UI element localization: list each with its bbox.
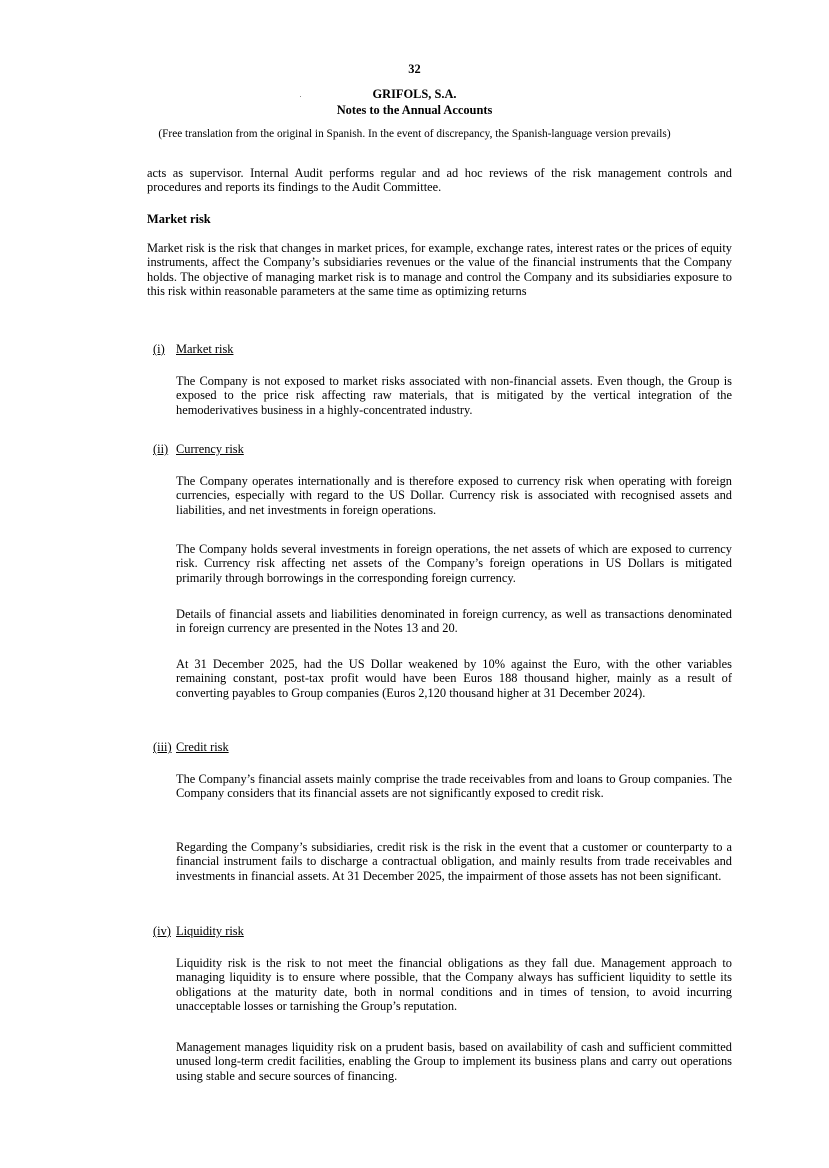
translation-note: (Free translation from the original in Spanish. In the event of discrepancy, the Spanish-language version prevails) — [158, 128, 671, 140]
intro-paragraph — [147, 166, 732, 195]
section-ii-paragraph-2 — [176, 542, 732, 585]
paragraph-text: The Company holds several investments in foreign operations, the net assets of which are exposed to currency risk. Currency risk affecting net assets of the Company’s foreign operations in US Dollars is mitigated primarily through borrowings in the corresponding foreign currency. — [176, 542, 732, 585]
notes-title: Notes to the Annual Accounts — [336, 103, 493, 117]
section-heading-i — [153, 342, 233, 356]
paragraph-text: At 31 December 2025, had the US Dollar weakened by 10% against the Euro, with the other variables remaining constant, post-tax profit would have been Euros 188 thousand higher, mainly as a result of converting payables to Group companies (Euros 2,120 thousand higher at 31 December 2024). — [176, 657, 732, 700]
section-ii-paragraph-1 — [176, 474, 732, 517]
section-ii-paragraph-3 — [176, 607, 732, 636]
paragraph-text: Liquidity risk is the risk to not meet the financial obligations as they fall due. Management approach to managing liquidity is to ensure where possible, that the Company always has sufficient liquidity to settle its obligations at the maturity date, both in normal conditions and in times of tension, to avoid incurring unacceptable losses or tarnishing the Group’s reputation. — [176, 956, 732, 1014]
section-heading-iii — [153, 740, 229, 754]
section-title: Credit risk — [176, 740, 229, 754]
section-number: (iv) — [153, 924, 171, 938]
section-heading-ii — [153, 442, 244, 456]
paragraph-text: The Company’s financial assets mainly comprise the trade receivables from and loans to Group companies. The Company considers that its financial assets are not significantly exposed to credit risk. — [176, 772, 732, 801]
paragraph-text: Regarding the Company’s subsidiaries, credit risk is the risk in the event that a customer or counterparty to a financial instrument fails to discharge a contractual obligation, and mainly results from trade receivables and investments in financial assets. At 31 December 2025, the impairment of those assets has not been significant. — [176, 840, 732, 883]
page-number: 32 — [408, 62, 421, 76]
section-title: Liquidity risk — [176, 924, 244, 938]
paragraph-text: Details of financial assets and liabilities denominated in foreign currency, as well as transactions denominated in foreign currency are presented in the Notes 13 and 20. — [176, 607, 732, 636]
section-title: Currency risk — [176, 442, 244, 456]
section-number: (iii) — [153, 740, 172, 754]
paragraph-text: Management manages liquidity risk on a prudent basis, based on availability of cash and sufficient committed unused long-term credit facilities, enabling the Group to implement its business plans and carry out operations using stable and secure sources of financing. — [176, 1040, 732, 1083]
section-number: (i) — [153, 342, 165, 356]
section-iv-paragraph-1 — [176, 956, 732, 1014]
company-name: GRIFOLS, S.A. — [372, 87, 457, 101]
section-ii-paragraph-4 — [176, 657, 732, 700]
section-iii-paragraph-1 — [176, 772, 732, 801]
market-risk-text: Market risk is the risk that changes in market prices, for example, exchange rates, interest rates or the prices of equity instruments, affect the Company’s subsidiaries revenues or the value of the financial instruments that the Company holds. The objective of managing market risk is to manage and control the Company and its subsidiaries exposure to this risk within reasonable parameters at the same time as optimizing returns — [147, 241, 732, 299]
intro-text: acts as supervisor. Internal Audit performs regular and ad hoc reviews of the risk management controls and procedures and reports its findings to the Audit Committee. — [147, 166, 732, 195]
section-i-paragraph-1 — [176, 374, 732, 417]
section-iv-paragraph-2 — [176, 1040, 732, 1083]
section-number: (ii) — [153, 442, 169, 456]
market-risk-heading: Market risk — [147, 212, 211, 226]
paragraph-text: The Company operates internationally and is therefore exposed to currency risk when operating with foreign currencies, especially with regard to the US Dollar. Currency risk is associated with recognised assets and liabilities, and net investments in foreign operations. — [176, 474, 732, 517]
section-title: Market risk — [176, 342, 234, 356]
stray-dot — [300, 96, 301, 97]
market-risk-body — [147, 241, 732, 299]
section-heading-iv — [153, 924, 244, 938]
section-iii-paragraph-2 — [176, 840, 732, 883]
paragraph-text: The Company is not exposed to market risks associated with non-financial assets. Even though, the Group is exposed to the price risk affecting raw materials, that is mitigated by the vertical integration of the hemoderivatives business in a highly-concentrated industry. — [176, 374, 732, 417]
